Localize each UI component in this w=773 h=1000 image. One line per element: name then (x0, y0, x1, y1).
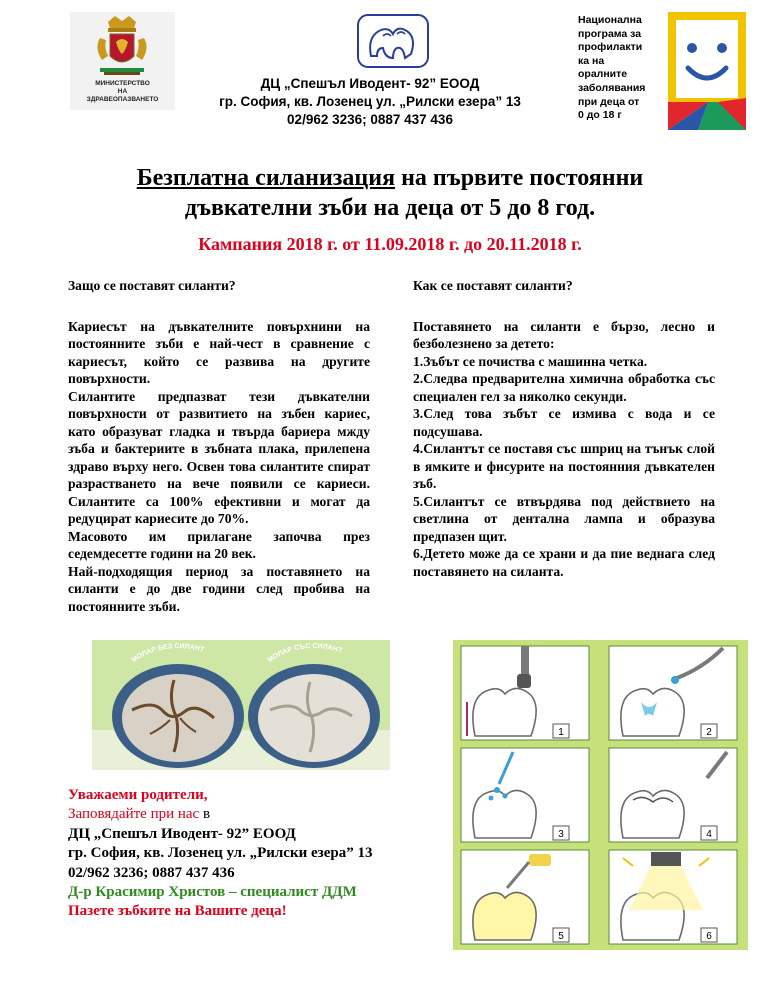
clinic-phones: 02/962 3236; 0887 437 436 (287, 112, 453, 127)
program-line: при деца от (578, 95, 640, 108)
step-number: 3 (558, 829, 564, 840)
left-column (68, 277, 370, 615)
invite-in: в (199, 806, 211, 823)
sealant-steps-illustration (453, 640, 748, 950)
ministry-line-2: НА (117, 88, 128, 95)
invite-line (68, 805, 428, 824)
step-text: 2.Следва предварителна химична обработка със специален гел за няколко секунди. (413, 371, 715, 404)
clinic-name: ДЦ „Спешъл Иводент- 92” ЕООД (260, 76, 480, 91)
ministry-logo (70, 12, 175, 110)
contact-block (68, 786, 428, 922)
program-line: програма за (578, 27, 642, 40)
molar-comparison-photo (92, 640, 390, 770)
program-line: 0 до 18 г (578, 109, 622, 122)
left-paragraph: Масовото им прилагане започва през седемдесетте години на 20 век. (68, 528, 370, 561)
left-paragraph: Кариесът на дъвкателните повърхнини на постоянните зъби е най-чест в сравнение с кариесът, който се развива на другите повърхности. (68, 318, 370, 386)
ministry-line-1: МИНИСТЕРСТВО (95, 80, 150, 87)
program-line: оралните (578, 68, 628, 81)
step-panel-5 (461, 850, 589, 944)
clinic-logo (357, 14, 429, 68)
bottom-clinic-name: ДЦ „Спешъл Иводент- 92” ЕООД (68, 825, 296, 842)
ministry-caption (74, 80, 171, 104)
program-line: ка на (578, 54, 605, 67)
step-text: 5.Силантът се втвърдява под действието на светлина от дентална лампа и образува предпазен щит. (413, 493, 715, 544)
left-paragraph: Силантите предпазват тези дъвкателни повърхности от развитието на зъбен кариес, като образуват гладка и твърда бариера мжду зъба и бактериите в зъбната плака, прилепена здраво върху него. Освен това силантите спират разрастването на вече появили се кариеси. Силантите са 100% ефективни и могат да редуцират кариесите до 70%. (68, 388, 370, 526)
smiley-logo-icon (668, 12, 746, 130)
step-text: 3.След това зъбът се измива с вода и се подсушава. (413, 406, 715, 439)
photo-label-left: МОЛАР БЕЗ СИЛАНТ (130, 642, 205, 665)
program-line: Национална (578, 14, 642, 26)
slogan: Пазете зъбките на Вашите деца! (68, 903, 287, 920)
step-panel-1 (461, 646, 589, 740)
page-title (40, 163, 740, 223)
national-program-logo (668, 12, 746, 130)
step-panel-3 (461, 748, 589, 842)
right-intro: Поставянето на силанти е бързо, лесно и безболезнено за детето: (413, 318, 715, 351)
doctor-name: Д-р Красимир Христов – специалист ДДМ (68, 884, 357, 901)
ministry-line-3: ЗДРАВЕОПАЗВАНЕТО (86, 96, 159, 103)
program-line: профилакти (578, 41, 643, 54)
greeting: Уважаеми родители, (68, 787, 208, 803)
step-number: 5 (558, 931, 564, 942)
invite-text: Заповядайте при нас (68, 806, 200, 823)
title-underlined: Безплатна силанизация (136, 165, 396, 191)
step-number: 1 (558, 727, 564, 738)
step-text: 1.Зъбът се почиства с машинна четка. (413, 353, 648, 369)
left-paragraph: Най-подходящия период за поставянето на силанти е до две години след пробива на постоянните зъби. (68, 563, 370, 614)
national-program-text (578, 14, 660, 123)
tooth-logo-icon (357, 14, 429, 68)
molar-photo-image (92, 640, 390, 770)
step-panel-4 (609, 748, 737, 842)
step-number: 2 (706, 727, 712, 738)
coat-of-arms-icon (70, 12, 175, 82)
campaign-dates: Кампания 2018 г. от 11.09.2018 г. до 20.11.2018 г. (198, 234, 582, 254)
left-question: Защо се поставят силанти? (68, 278, 236, 293)
step-text: 4.Силантът се поставя със шприц на тънък слой в ямките и фисурите на постоянния дъвкателен зъб. (413, 441, 715, 491)
title-line-1 (40, 163, 740, 193)
step-panel-6 (609, 850, 737, 944)
step-number: 4 (706, 829, 712, 840)
step-text: 6.Детето може да се храни и да пие веднага след поставянето на силанта. (413, 546, 715, 579)
step-number: 6 (706, 931, 712, 942)
steps-image (453, 640, 748, 950)
program-line: заболявания (578, 81, 646, 94)
bottom-clinic-address: гр. София, кв. Лозенец ул. „Рилски езера” 13 (68, 845, 373, 862)
clinic-address: гр. София, кв. Лозенец ул. „Рилски езера” 13 (219, 94, 521, 109)
clinic-header (200, 75, 540, 129)
bottom-clinic-phones: 02/962 3236; 0887 437 436 (68, 864, 235, 881)
photo-label-right: МОЛАР СЪС СИЛАНТ (266, 642, 343, 665)
step-panel-2 (609, 646, 737, 740)
title-line-2: дъвкателни зъби на деца от 5 до 8 год. (184, 195, 596, 221)
title-rest: на първите постоянни (395, 165, 644, 191)
right-column (413, 277, 715, 580)
right-question: Как се поставят силанти? (413, 278, 573, 293)
